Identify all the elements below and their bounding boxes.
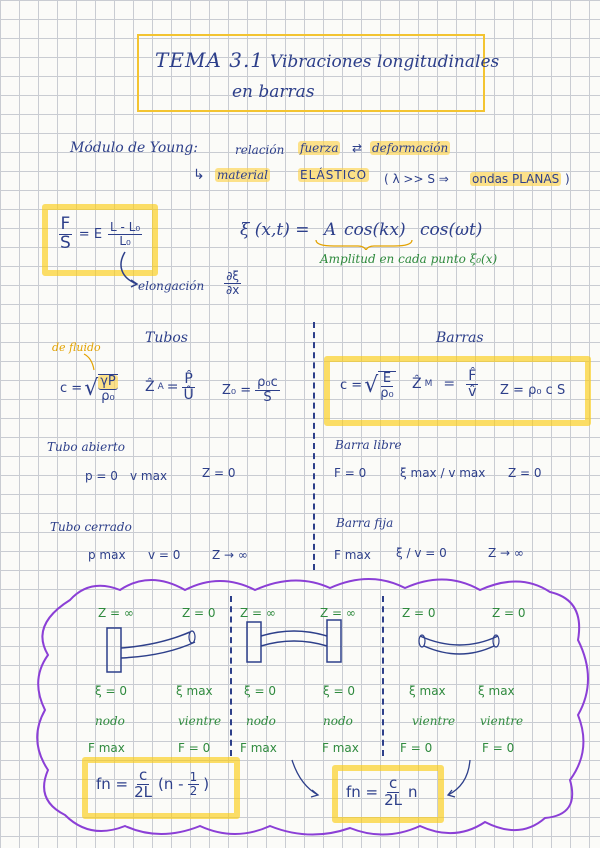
cloud-xi-1: ξ = 0 xyxy=(95,684,128,698)
barra-libre-label: Barra libre xyxy=(335,438,402,452)
material-highlight: material xyxy=(217,168,269,182)
de-fluido-note: de fluido xyxy=(52,341,101,354)
cloud-z-3: Z = ∞ xyxy=(240,606,276,620)
cloud-xi-5: ξ max xyxy=(409,684,446,698)
cloud-z-6: Z = 0 xyxy=(492,606,526,620)
title-line2: en barras xyxy=(232,82,315,102)
relacion-text: relación xyxy=(235,143,285,157)
tubo-abierto-label: Tubo abierto xyxy=(47,440,126,454)
young-formula: $\frac{F}{S}$ = E $\frac{\text{L - L₀}}{\text{L₀}}$ xyxy=(60,214,141,253)
cloud-force-4: F max xyxy=(322,741,359,755)
cerrado-val-z: Z → ∞ xyxy=(212,548,248,562)
formula1: fn = $\frac{c}{2L}$ (n - $\frac{1}{2}$ ) xyxy=(96,766,210,801)
cloud-z-5: Z = 0 xyxy=(402,606,436,620)
young-label: Módulo de Young: xyxy=(70,140,198,156)
libre-val-z: Z = 0 xyxy=(508,466,542,480)
cloud-z-2: Z = 0 xyxy=(182,606,216,620)
cos-kx: cos(kx) xyxy=(344,220,406,240)
tubos-c-formula: c = √ $\frac{\gamma P}{\text{ρ₀}}$ xyxy=(60,374,116,404)
wave-lhs: ξ (x,t) = xyxy=(240,220,310,240)
cloud-xi-4: ξ = 0 xyxy=(323,684,356,698)
arrows-icon: ⇄ xyxy=(352,141,363,155)
cloud-force-2: F = 0 xyxy=(178,741,211,755)
cos-wt: cos(ωt) xyxy=(420,220,483,240)
close-paren: ) xyxy=(565,172,570,186)
cloud-xi-6: ξ max xyxy=(478,684,515,698)
cloud-force-1: F max xyxy=(88,741,125,755)
tubos-za-formula: Ẑ A = $\frac{P̂}{Û}$ xyxy=(145,371,194,403)
deformacion-highlight: deformación xyxy=(372,141,449,155)
strain-derivative: $\frac{\partial\xi}{\partial x}$ xyxy=(226,269,240,297)
libre-val-f: F = 0 xyxy=(334,466,367,480)
cloud-node-4: nodo xyxy=(323,714,353,728)
barras-zm-formula: Ẑ M = $\frac{F̂}{v̂}$ xyxy=(412,368,477,400)
topic-label: TEMA 3.1 xyxy=(155,48,265,72)
abierto-val-v: v max xyxy=(130,469,168,483)
abierto-val-z: Z = 0 xyxy=(202,466,236,480)
title-line1: Vibraciones longitudinales xyxy=(270,52,500,72)
barra-fija-label: Barra fija xyxy=(336,516,394,530)
cloud-node-3: nodo xyxy=(246,714,276,728)
cerrado-val-p: p max xyxy=(88,548,126,562)
ondas-planas-highlight: ondas PLANAS xyxy=(472,172,560,186)
cloud-z-1: Z = ∞ xyxy=(98,606,134,620)
barras-c-formula: c = √ $\frac{E}{\text{ρ₀}}$ xyxy=(340,371,394,401)
cloud-z-4: Z = ∞ xyxy=(320,606,356,620)
cloud-node-1: nodo xyxy=(95,714,125,728)
cloud-node-2: vientre xyxy=(178,714,222,728)
amplitude-A: A xyxy=(324,220,337,240)
cloud-node-6: vientre xyxy=(480,714,524,728)
cloud-force-3: F max xyxy=(240,741,277,755)
barras-heading: Barras xyxy=(436,330,484,346)
fija-val-f: F max xyxy=(334,548,371,562)
cerrado-val-v: v = 0 xyxy=(148,548,181,562)
abierto-val-p: p = 0 xyxy=(85,469,118,483)
tubos-z0-formula: Z₀ = $\frac{\text{ρ₀c}}{S}$ xyxy=(222,375,278,405)
cloud-xi-3: ξ = 0 xyxy=(244,684,277,698)
elastico-highlight: ELÁSTICO xyxy=(300,168,368,182)
cloud-node-5: vientre xyxy=(412,714,456,728)
fuerza-highlight: fuerza xyxy=(300,141,339,155)
fija-val-z: Z → ∞ xyxy=(488,546,524,560)
condition-text: ( λ >> S ⇒ xyxy=(384,172,449,186)
amplitude-note: Amplitud en cada punto ξ₀(x) xyxy=(320,252,498,266)
hook-arrow-icon: ↳ xyxy=(193,167,205,183)
cloud-force-6: F = 0 xyxy=(482,741,515,755)
tubo-cerrado-label: Tubo cerrado xyxy=(50,520,132,534)
formula2: fn = $\frac{c}{2L}$ n xyxy=(346,774,418,809)
fija-val-xi: ξ / v = 0 xyxy=(396,546,447,560)
libre-val-xi: ξ max / v max xyxy=(400,466,486,480)
tubos-heading: Tubos xyxy=(145,330,188,346)
cloud-force-5: F = 0 xyxy=(400,741,433,755)
cloud-xi-2: ξ max xyxy=(176,684,213,698)
elongacion-text: elongación xyxy=(138,279,205,293)
barras-z0-formula: Z = ρ₀ c S xyxy=(500,383,566,398)
